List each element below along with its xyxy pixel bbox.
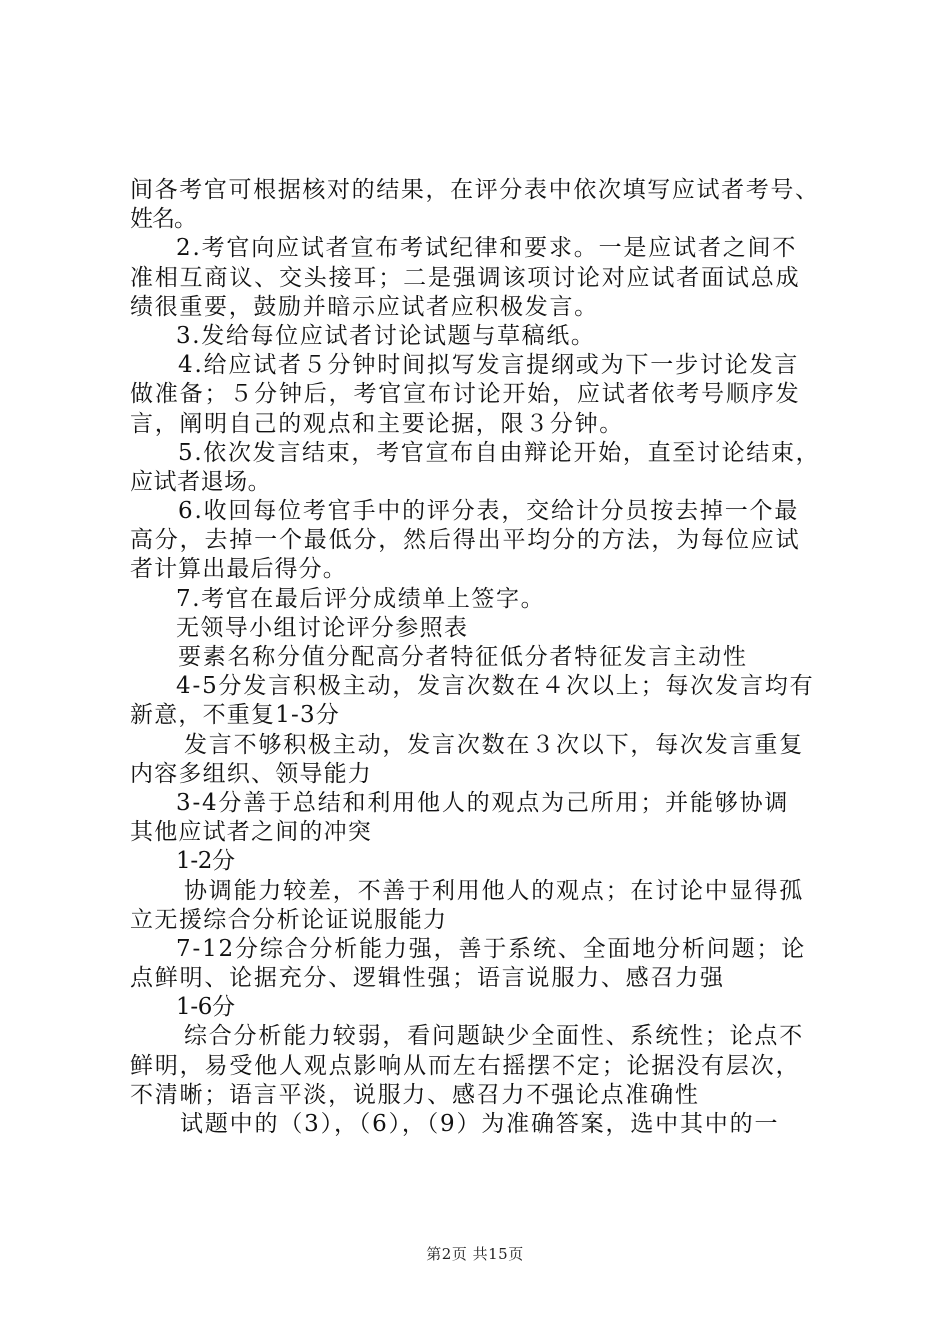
text-line: 点鲜明、论据充分、逻辑性强；语言说服力、感召力强 bbox=[130, 965, 725, 992]
text-line: 7.考官在最后评分成绩单上签字。 bbox=[176, 585, 546, 612]
text-line: 应试者退场。 bbox=[130, 468, 272, 495]
text-line: 者计算出最后得分。 bbox=[130, 556, 347, 583]
text-line: 1-6分 bbox=[176, 994, 235, 1021]
text-line: 发言不够积极主动，发言次数在３次以下，每次发言重复 bbox=[184, 731, 804, 758]
text-line: 4.给应试者５分钟时间拟写发言提纲或为下一步讨论发言 bbox=[178, 352, 800, 379]
text-line: 言，阐明自己的观点和主要论据，限３分钟。 bbox=[130, 410, 624, 437]
text-line: 立无援综合分析论证说服能力 bbox=[130, 906, 448, 933]
page-footer: 第2页 共15页 bbox=[426, 1245, 524, 1263]
text-line: 新意，不重复1-3分 bbox=[130, 702, 341, 729]
text-line: 4-5分发言积极主动，发言次数在４次以上；每次发言均有 bbox=[176, 673, 815, 700]
text-line: 高分，去掉一个最低分，然后得出平均分的方法，为每位应试 bbox=[130, 527, 801, 554]
text-line: 综合分析能力较弱，看问题缺少全面性、系统性；论点不 bbox=[184, 1023, 804, 1050]
text-line: 6.收回每位考官手中的评分表，交给计分员按去掉一个最 bbox=[178, 498, 800, 525]
text-line: 无领导小组讨论评分参照表 bbox=[176, 614, 469, 641]
text-line: 间各考官可根据核对的结果，在评分表中依次填写应试者考号、 bbox=[130, 177, 820, 203]
text-line: 7-12分综合分析能力强，善于系统、全面地分析问题；论 bbox=[176, 935, 807, 962]
text-line: 试题中的（3），（6），（9）为准确答案，选中其中的一 bbox=[180, 1111, 780, 1137]
text-line: 要素名称分值分配高分者特征低分者特征发言主动性 bbox=[178, 644, 748, 670]
text-line: 协调能力较差，不善于利用他人的观点；在讨论中显得孤 bbox=[184, 877, 804, 904]
text-line: 准相互商议、交头接耳；二是强调该项讨论对应试者面试总成 bbox=[130, 264, 801, 291]
text-line: 内容多组织、领导能力 bbox=[130, 760, 372, 787]
text-line: 2.考官向应试者宣布考试纪律和要求。一是应试者之间不 bbox=[176, 235, 798, 262]
text-line: 做准备；５分钟后，考官宣布讨论开始，应试者依考号顺序发 bbox=[130, 381, 801, 408]
text-line: 鲜明，易受他人观点影响从而左右摇摆不定；论据没有层次， bbox=[130, 1052, 801, 1079]
text-line: 其他应试者之间的冲突 bbox=[130, 819, 372, 846]
text-line: 姓名。 bbox=[130, 206, 196, 233]
text-line: 绩很重要，鼓励并暗示应试者应积极发言。 bbox=[130, 293, 599, 320]
text-line: 不清晰；语言平淡，说服力、感召力不强论点准确性 bbox=[130, 1081, 700, 1108]
text-line: 3.发给每位应试者讨论试题与草稿纸。 bbox=[176, 322, 596, 349]
text-line: 1-2分 bbox=[176, 848, 235, 875]
body-text bbox=[130, 176, 830, 1139]
text-line: 3-4分善于总结和利用他人的观点为己所用；并能够协调 bbox=[176, 789, 790, 816]
text-line: 5.依次发言结束，考官宣布自由辩论开始，直至讨论结束， bbox=[178, 439, 821, 466]
